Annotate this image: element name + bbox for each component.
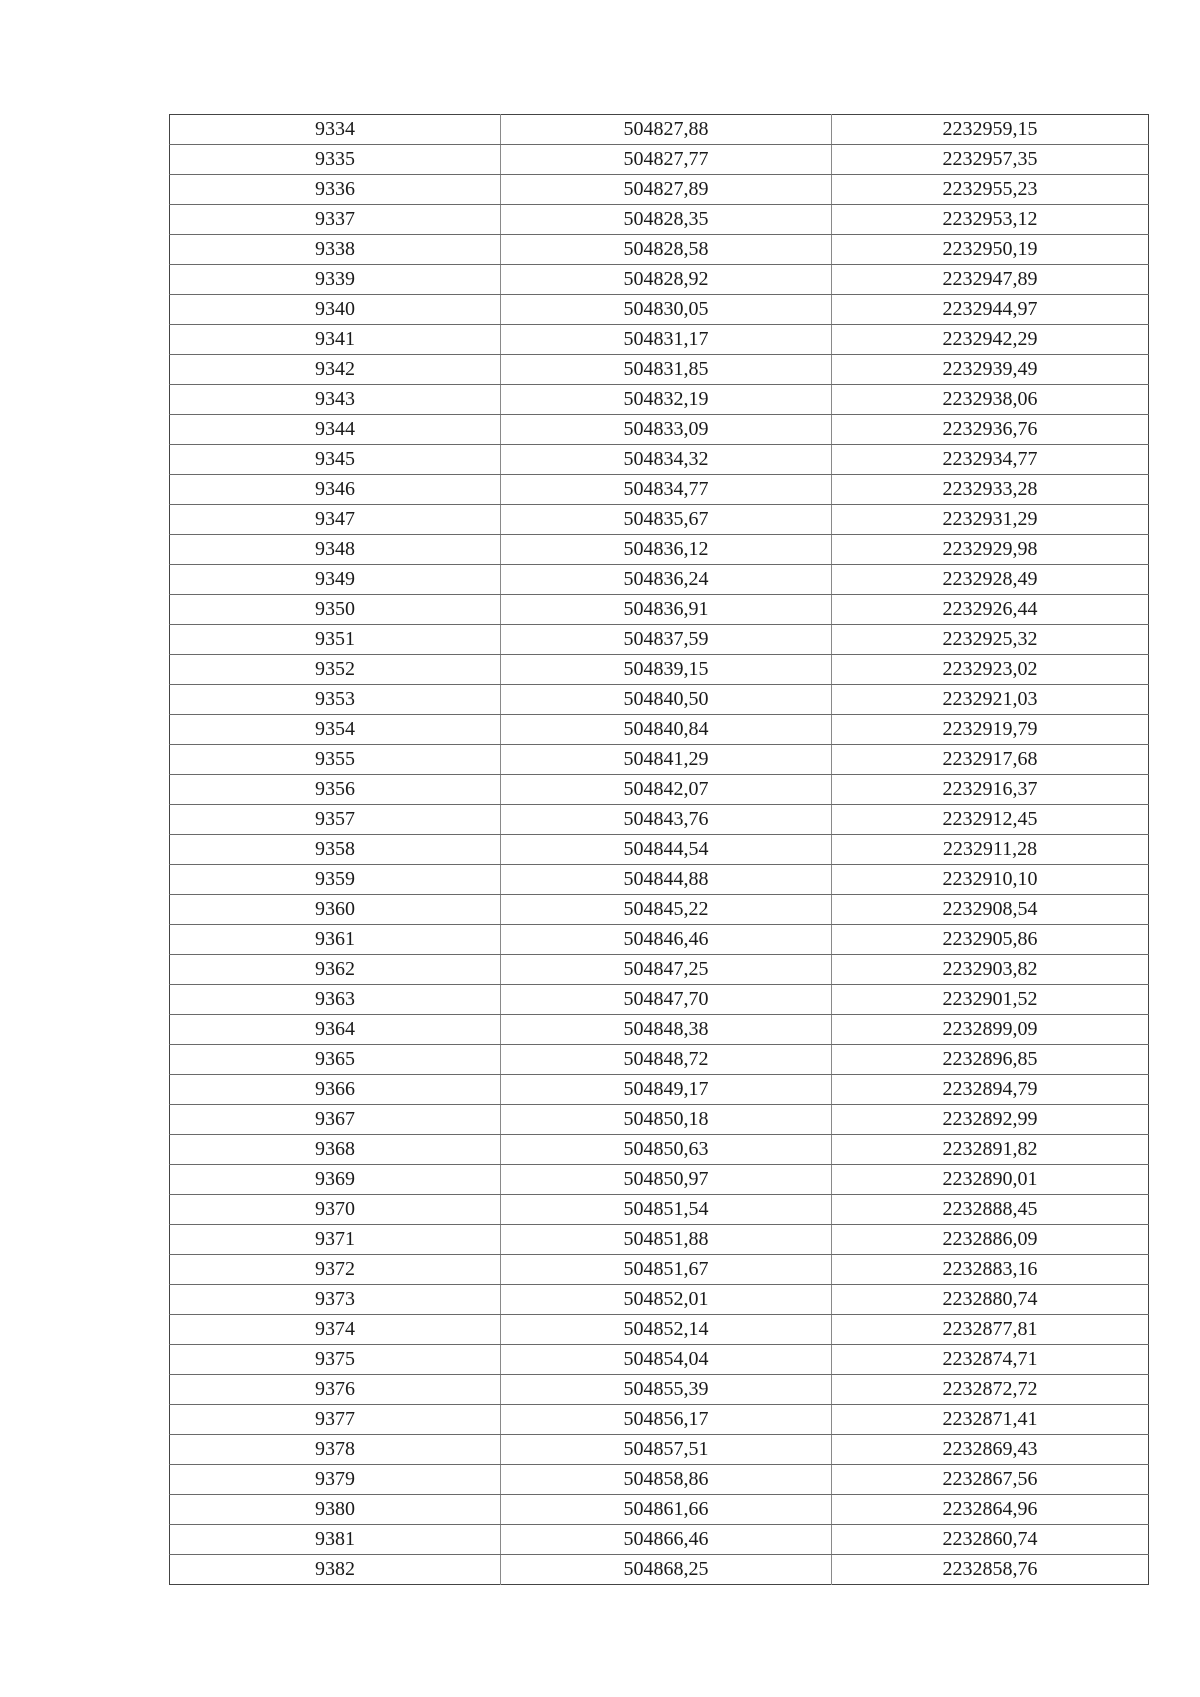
x-coordinate-cell: 504828,35 xyxy=(501,205,832,235)
table-row xyxy=(170,355,1149,385)
table-row xyxy=(170,685,1149,715)
table-row xyxy=(170,505,1149,535)
x-coordinate-cell: 504849,17 xyxy=(501,1075,832,1105)
table-row xyxy=(170,835,1149,865)
x-coordinate-cell: 504841,29 xyxy=(501,745,832,775)
point-number-cell: 9381 xyxy=(170,1525,501,1555)
y-coordinate-cell: 2232891,82 xyxy=(832,1135,1149,1165)
table-row xyxy=(170,985,1149,1015)
table-row xyxy=(170,265,1149,295)
point-number-cell: 9371 xyxy=(170,1225,501,1255)
table-row xyxy=(170,775,1149,805)
table-row xyxy=(170,955,1149,985)
y-coordinate-cell: 2232934,77 xyxy=(832,445,1149,475)
point-number-cell: 9367 xyxy=(170,1105,501,1135)
x-coordinate-cell: 504832,19 xyxy=(501,385,832,415)
table-row xyxy=(170,205,1149,235)
point-number-cell: 9361 xyxy=(170,925,501,955)
point-number-cell: 9352 xyxy=(170,655,501,685)
table-row xyxy=(170,595,1149,625)
y-coordinate-cell: 2232928,49 xyxy=(832,565,1149,595)
y-coordinate-cell: 2232903,82 xyxy=(832,955,1149,985)
table-row xyxy=(170,235,1149,265)
x-coordinate-cell: 504852,14 xyxy=(501,1315,832,1345)
x-coordinate-cell: 504835,67 xyxy=(501,505,832,535)
table-row xyxy=(170,565,1149,595)
x-coordinate-cell: 504827,89 xyxy=(501,175,832,205)
table-row xyxy=(170,655,1149,685)
table-row xyxy=(170,115,1149,145)
x-coordinate-cell: 504839,15 xyxy=(501,655,832,685)
x-coordinate-cell: 504847,25 xyxy=(501,955,832,985)
y-coordinate-cell: 2232911,28 xyxy=(832,835,1149,865)
point-number-cell: 9363 xyxy=(170,985,501,1015)
y-coordinate-cell: 2232942,29 xyxy=(832,325,1149,355)
point-number-cell: 9350 xyxy=(170,595,501,625)
point-number-cell: 9342 xyxy=(170,355,501,385)
x-coordinate-cell: 504844,88 xyxy=(501,865,832,895)
y-coordinate-cell: 2232886,09 xyxy=(832,1225,1149,1255)
x-coordinate-cell: 504850,63 xyxy=(501,1135,832,1165)
table-row xyxy=(170,1075,1149,1105)
table-row xyxy=(170,145,1149,175)
x-coordinate-cell: 504828,92 xyxy=(501,265,832,295)
point-number-cell: 9344 xyxy=(170,415,501,445)
y-coordinate-cell: 2232917,68 xyxy=(832,745,1149,775)
table-row xyxy=(170,1015,1149,1045)
table-row xyxy=(170,865,1149,895)
x-coordinate-cell: 504836,24 xyxy=(501,565,832,595)
x-coordinate-cell: 504836,91 xyxy=(501,595,832,625)
point-number-cell: 9343 xyxy=(170,385,501,415)
y-coordinate-cell: 2232931,29 xyxy=(832,505,1149,535)
table-row xyxy=(170,1285,1149,1315)
point-number-cell: 9336 xyxy=(170,175,501,205)
y-coordinate-cell: 2232864,96 xyxy=(832,1495,1149,1525)
y-coordinate-cell: 2232953,12 xyxy=(832,205,1149,235)
point-number-cell: 9357 xyxy=(170,805,501,835)
point-number-cell: 9338 xyxy=(170,235,501,265)
x-coordinate-cell: 504866,46 xyxy=(501,1525,832,1555)
y-coordinate-cell: 2232867,56 xyxy=(832,1465,1149,1495)
table-row xyxy=(170,475,1149,505)
point-number-cell: 9351 xyxy=(170,625,501,655)
point-number-cell: 9360 xyxy=(170,895,501,925)
x-coordinate-cell: 504834,32 xyxy=(501,445,832,475)
table-row xyxy=(170,895,1149,925)
point-number-cell: 9380 xyxy=(170,1495,501,1525)
point-number-cell: 9348 xyxy=(170,535,501,565)
y-coordinate-cell: 2232926,44 xyxy=(832,595,1149,625)
x-coordinate-cell: 504842,07 xyxy=(501,775,832,805)
point-number-cell: 9349 xyxy=(170,565,501,595)
y-coordinate-cell: 2232921,03 xyxy=(832,685,1149,715)
y-coordinate-cell: 2232899,09 xyxy=(832,1015,1149,1045)
point-number-cell: 9345 xyxy=(170,445,501,475)
x-coordinate-cell: 504836,12 xyxy=(501,535,832,565)
point-number-cell: 9369 xyxy=(170,1165,501,1195)
x-coordinate-cell: 504834,77 xyxy=(501,475,832,505)
y-coordinate-cell: 2232896,85 xyxy=(832,1045,1149,1075)
table-row xyxy=(170,175,1149,205)
point-number-cell: 9353 xyxy=(170,685,501,715)
point-number-cell: 9362 xyxy=(170,955,501,985)
y-coordinate-cell: 2232890,01 xyxy=(832,1165,1149,1195)
y-coordinate-cell: 2232874,71 xyxy=(832,1345,1149,1375)
table-row xyxy=(170,1375,1149,1405)
point-number-cell: 9382 xyxy=(170,1555,501,1585)
x-coordinate-cell: 504852,01 xyxy=(501,1285,832,1315)
table-row xyxy=(170,1225,1149,1255)
x-coordinate-cell: 504844,54 xyxy=(501,835,832,865)
x-coordinate-cell: 504831,17 xyxy=(501,325,832,355)
y-coordinate-cell: 2232908,54 xyxy=(832,895,1149,925)
point-number-cell: 9375 xyxy=(170,1345,501,1375)
table-row xyxy=(170,385,1149,415)
y-coordinate-cell: 2232894,79 xyxy=(832,1075,1149,1105)
point-number-cell: 9334 xyxy=(170,115,501,145)
y-coordinate-cell: 2232919,79 xyxy=(832,715,1149,745)
point-number-cell: 9358 xyxy=(170,835,501,865)
y-coordinate-cell: 2232910,10 xyxy=(832,865,1149,895)
coordinates-table-body xyxy=(170,115,1149,1585)
x-coordinate-cell: 504855,39 xyxy=(501,1375,832,1405)
x-coordinate-cell: 504851,67 xyxy=(501,1255,832,1285)
point-number-cell: 9373 xyxy=(170,1285,501,1315)
x-coordinate-cell: 504827,88 xyxy=(501,115,832,145)
point-number-cell: 9378 xyxy=(170,1435,501,1465)
point-number-cell: 9354 xyxy=(170,715,501,745)
table-row xyxy=(170,1315,1149,1345)
table-row xyxy=(170,1555,1149,1585)
y-coordinate-cell: 2232905,86 xyxy=(832,925,1149,955)
y-coordinate-cell: 2232916,37 xyxy=(832,775,1149,805)
x-coordinate-cell: 504831,85 xyxy=(501,355,832,385)
table-row xyxy=(170,715,1149,745)
table-row xyxy=(170,1105,1149,1135)
y-coordinate-cell: 2232925,32 xyxy=(832,625,1149,655)
x-coordinate-cell: 504856,17 xyxy=(501,1405,832,1435)
point-number-cell: 9356 xyxy=(170,775,501,805)
y-coordinate-cell: 2232872,72 xyxy=(832,1375,1149,1405)
y-coordinate-cell: 2232944,97 xyxy=(832,295,1149,325)
y-coordinate-cell: 2232858,76 xyxy=(942,1558,1038,1580)
x-coordinate-cell: 504850,18 xyxy=(501,1105,832,1135)
point-number-cell: 9366 xyxy=(170,1075,501,1105)
x-coordinate-cell: 504861,66 xyxy=(501,1495,832,1525)
point-number-cell: 9339 xyxy=(170,265,501,295)
y-coordinate-cell: 2232950,19 xyxy=(832,235,1149,265)
point-number-cell: 9379 xyxy=(170,1465,501,1495)
y-coordinate-cell: 2232877,81 xyxy=(832,1315,1149,1345)
table-row xyxy=(170,1435,1149,1465)
x-coordinate-cell: 504851,88 xyxy=(501,1225,832,1255)
point-number-cell: 9346 xyxy=(170,475,501,505)
point-number-cell: 9372 xyxy=(170,1255,501,1285)
x-coordinate-cell: 504851,54 xyxy=(501,1195,832,1225)
x-coordinate-cell: 504843,76 xyxy=(501,805,832,835)
point-number-cell: 9347 xyxy=(170,505,501,535)
table-row xyxy=(170,1135,1149,1165)
point-number-cell: 9365 xyxy=(170,1045,501,1075)
x-coordinate-cell: 504857,51 xyxy=(501,1435,832,1465)
table-row xyxy=(170,1195,1149,1225)
x-coordinate-cell: 504830,05 xyxy=(501,295,832,325)
y-coordinate-cell: 2232929,98 xyxy=(832,535,1149,565)
y-coordinate-cell: 2232939,49 xyxy=(832,355,1149,385)
x-coordinate-cell: 504847,70 xyxy=(501,985,832,1015)
table-row xyxy=(170,445,1149,475)
table-row xyxy=(170,1045,1149,1075)
table-row xyxy=(170,1255,1149,1285)
table-row xyxy=(170,295,1149,325)
table-row xyxy=(170,1465,1149,1495)
x-coordinate-cell: 504827,77 xyxy=(501,145,832,175)
x-coordinate-cell: 504840,84 xyxy=(501,715,832,745)
table-row xyxy=(170,1495,1149,1525)
x-coordinate-cell: 504848,38 xyxy=(501,1015,832,1045)
y-coordinate-cell: 2232955,23 xyxy=(832,175,1149,205)
y-coordinate-cell: 2232901,52 xyxy=(832,985,1149,1015)
y-coordinate-cell: 2232860,74 xyxy=(832,1525,1149,1555)
x-coordinate-cell: 504837,59 xyxy=(501,625,832,655)
table-row xyxy=(170,745,1149,775)
point-number-cell: 9364 xyxy=(170,1015,501,1045)
point-number-cell: 9368 xyxy=(170,1135,501,1165)
point-number-cell: 9355 xyxy=(170,745,501,775)
x-coordinate-cell: 504868,25 xyxy=(501,1555,832,1585)
coordinates-table xyxy=(169,114,1149,1585)
y-coordinate-cell: 2232888,45 xyxy=(832,1195,1149,1225)
table-row xyxy=(170,805,1149,835)
point-number-cell: 9374 xyxy=(170,1315,501,1345)
y-coordinate-cell: 2232933,28 xyxy=(832,475,1149,505)
point-number-cell: 9337 xyxy=(170,205,501,235)
point-number-cell: 9335 xyxy=(170,145,501,175)
point-number-cell: 9376 xyxy=(170,1375,501,1405)
x-coordinate-cell: 504840,50 xyxy=(501,685,832,715)
table-row xyxy=(170,1345,1149,1375)
y-coordinate-cell: 2232959,15 xyxy=(832,115,1149,145)
point-number-cell: 9370 xyxy=(170,1195,501,1225)
y-coordinate-cell: 2232936,76 xyxy=(832,415,1149,445)
x-coordinate-cell: 504845,22 xyxy=(501,895,832,925)
x-coordinate-cell: 504850,97 xyxy=(501,1165,832,1195)
y-coordinate-cell: 2232883,16 xyxy=(832,1255,1149,1285)
y-coordinate-cell: 2232880,74 xyxy=(832,1285,1149,1315)
table-row xyxy=(170,925,1149,955)
table-row xyxy=(170,415,1149,445)
y-coordinate-cell: 2232892,99 xyxy=(832,1105,1149,1135)
y-coordinate-cell: 2232957,35 xyxy=(832,145,1149,175)
point-number-cell: 9377 xyxy=(170,1405,501,1435)
y-coordinate-cell: 2232869,43 xyxy=(832,1435,1149,1465)
y-coordinate-cell: 2232871,41 xyxy=(832,1405,1149,1435)
x-coordinate-cell: 504848,72 xyxy=(501,1045,832,1075)
y-coordinate-cell: 2232947,89 xyxy=(832,265,1149,295)
table-row xyxy=(170,1525,1149,1555)
table-row xyxy=(170,1165,1149,1195)
point-number-cell: 9341 xyxy=(170,325,501,355)
x-coordinate-cell: 504858,86 xyxy=(501,1465,832,1495)
x-coordinate-cell: 504833,09 xyxy=(501,415,832,445)
x-coordinate-cell: 504846,46 xyxy=(501,925,832,955)
table-row xyxy=(170,1405,1149,1435)
table-row xyxy=(170,325,1149,355)
point-number-cell: 9359 xyxy=(170,865,501,895)
x-coordinate-cell: 504854,04 xyxy=(501,1345,832,1375)
y-coordinate-cell: 2232938,06 xyxy=(832,385,1149,415)
point-number-cell: 9340 xyxy=(170,295,501,325)
table-row xyxy=(170,535,1149,565)
y-coordinate-cell: 2232923,02 xyxy=(832,655,1149,685)
x-coordinate-cell: 504828,58 xyxy=(501,235,832,265)
y-coordinate-cell: 2232912,45 xyxy=(832,805,1149,835)
table-row xyxy=(170,625,1149,655)
